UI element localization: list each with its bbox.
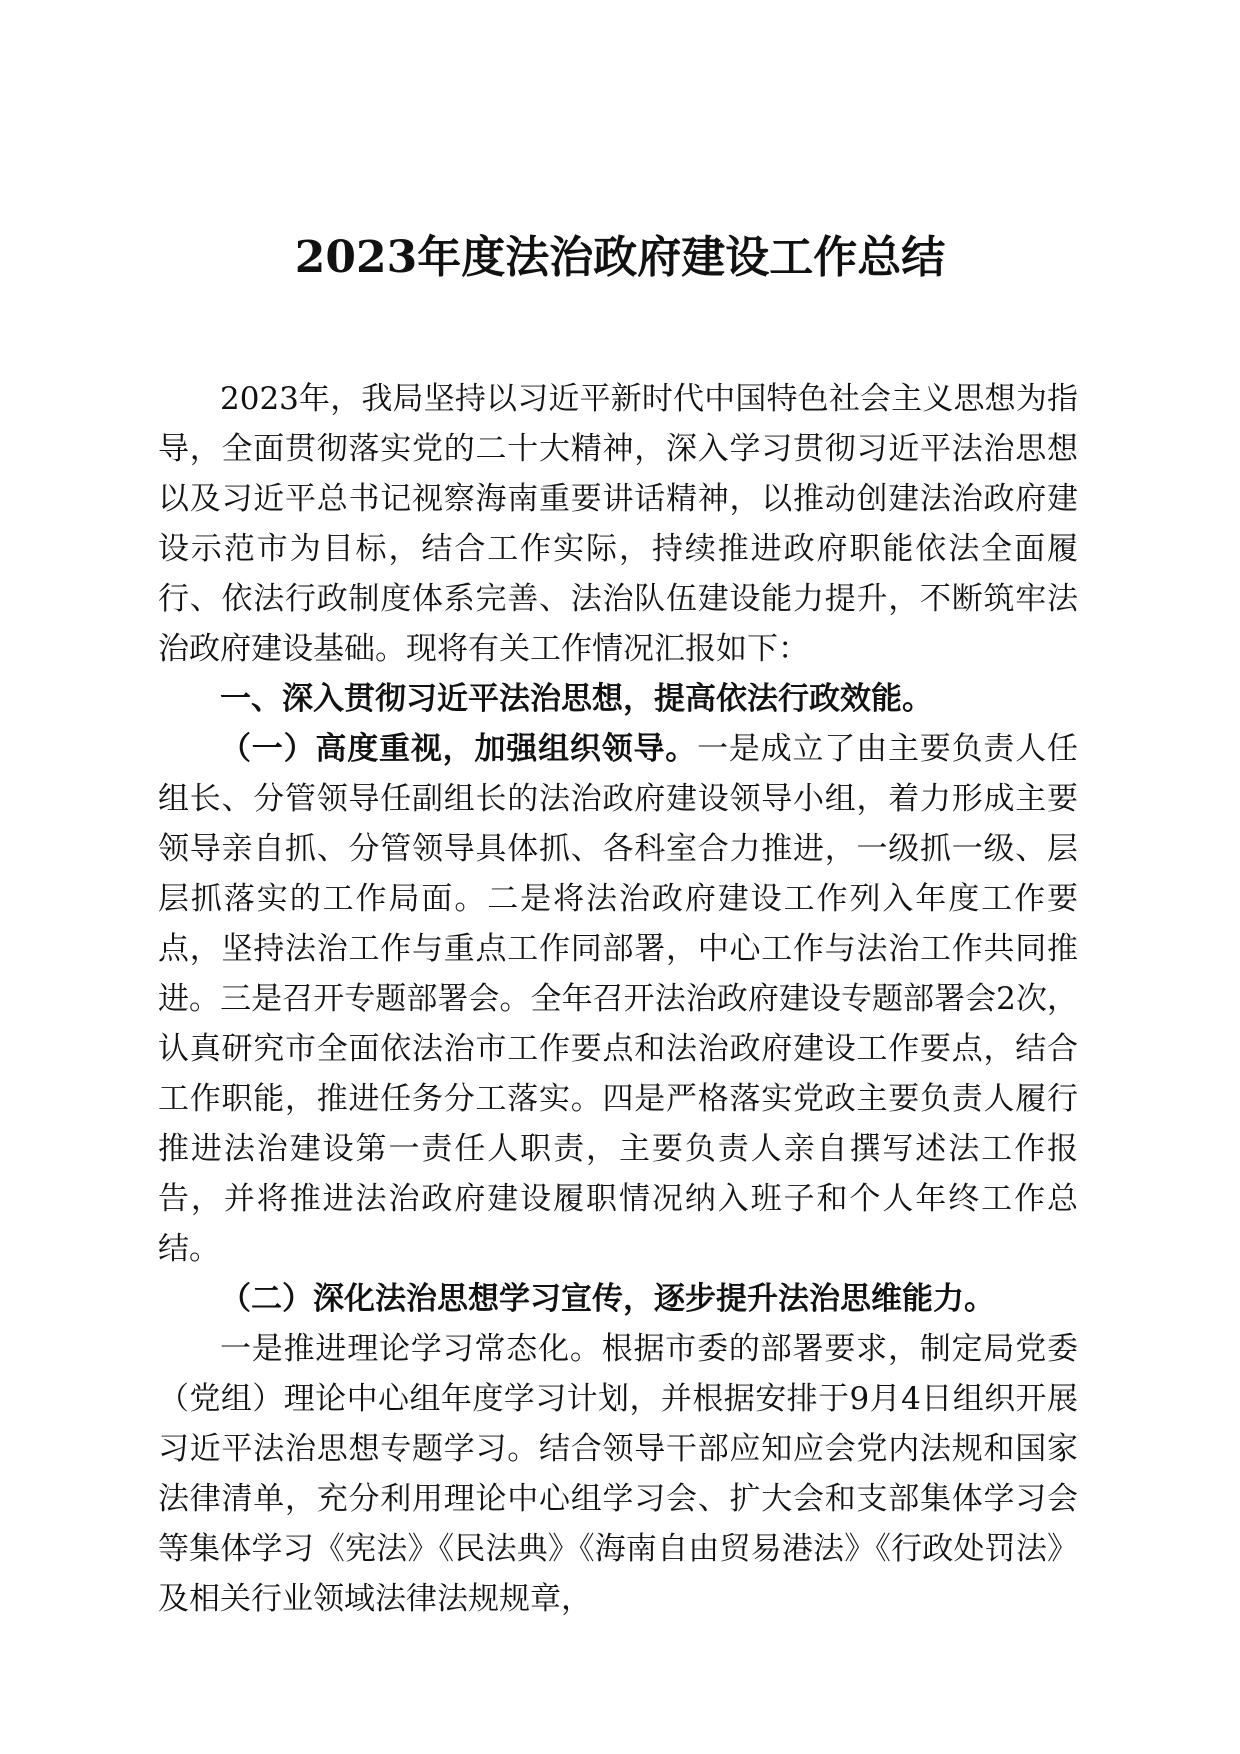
subsection-2-heading: （二）深化法治思想学习宣传，逐步提升法治思维能力。	[220, 1281, 995, 1317]
document-body	[158, 374, 1078, 1624]
subsection-2-paragraph: 一是推进理论学习常态化。根据市委的部署要求，制定局党委（党组）理论中心组年度学习计划，并根据安排于9月4日组织开展习近平法治思想专题学习。结合领导干部应知应会党内法规和国家法律清单，充分利用理论中心组学习会、扩大会和支部集体学习会等集体学习《宪法》《民法典》《海南自由贸易港法》《行政处罚法》及相关行业领域法律法规规章，	[158, 1331, 1078, 1617]
section-heading-1: 一、深入贯彻习近平法治思想，提高依法行政效能。	[220, 681, 933, 717]
document-title: 2023年度法治政府建设工作总结	[294, 232, 946, 283]
subsection-1-heading: （一）高度重视，加强组织领导。	[220, 731, 698, 767]
subsection-1-paragraph	[158, 724, 1078, 1274]
subsection-1-text: 一是成立了由主要负责人任组长、分管领导任副组长的法治政府建设领导小组，着力形成主要领导亲自抓、分管领导具体抓、各科室合力推进，一级抓一级、层层抓落实的工作局面。二是将法治政府建设工作列入年度工作要点，坚持法治工作与重点工作同部署，中心工作与法治工作共同推进。三是召开专题部署会。全年召开法治政府建设专题部署会2次，认真研究市全面依法治市工作要点和法治政府建设工作要点，结合工作职能，推进任务分工落实。四是严格落实党政主要负责人履行推进法治建设第一责任人职责，主要负责人亲自撰写述法工作报告，并将推进法治政府建设履职情况纳入班子和个人年终工作总结。	[158, 731, 1079, 1267]
intro-paragraph: 2023年，我局坚持以习近平新时代中国特色社会主义思想为指导，全面贯彻落实党的二十大精神，深入学习贯彻习近平法治思想以及习近平总书记视察海南重要讲话精神，以推动创建法治政府建设示范市为目标，结合工作实际，持续推进政府职能依法全面履行、依法行政制度体系完善、法治队伍建设能力提升，不断筑牢法治政府建设基础。现将有关工作情况汇报如下：	[158, 381, 1078, 667]
